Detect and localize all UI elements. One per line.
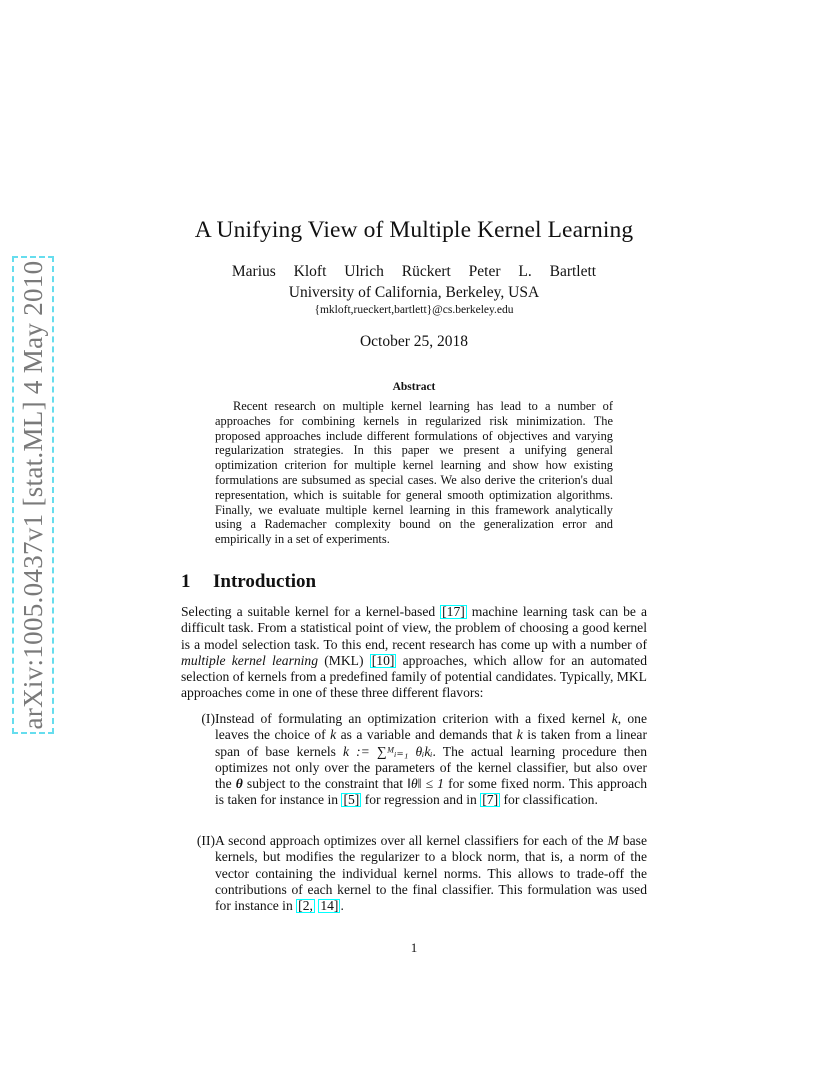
- section-title: Introduction: [213, 571, 317, 592]
- paper-title: A Unifying View of Multiple Kernel Learning: [194, 217, 634, 243]
- citation-link[interactable]: [10]: [371, 652, 395, 668]
- math-formula: k := ∑ᴹᵢ₌₁ θᵢkᵢ: [343, 743, 433, 759]
- page-number: 1: [410, 940, 418, 955]
- citation-link[interactable]: [17]: [442, 604, 465, 619]
- intro-text: machine learning task can be a difficult task. From a statistical point of view, the problem of choosing a good kernel is a model selection task. To this end, recent research has come up with a number of: [181, 604, 647, 652]
- intro-text: Selecting a suitable kernel for a kernel-based: [181, 604, 441, 619]
- section-number: 1: [181, 571, 191, 592]
- item-text: base kernels, but modifies the regularizer to a block norm, that is, a norm of the vector containing the individual kernel norms. This allows to trade-off the contributions of each kernel to the final classifier. This formulation was used for instance in: [215, 833, 647, 914]
- math-symbol: k: [611, 711, 618, 726]
- math-symbol: k: [330, 727, 337, 743]
- paper-date: October 25, 2018: [359, 333, 469, 350]
- section-heading: [181, 571, 316, 593]
- citation-link[interactable]: [5]: [343, 792, 360, 808]
- author-list: Marius Kloft Ulrich Rückert Peter L. Bartlett: [231, 263, 597, 280]
- item-text: .: [340, 898, 344, 914]
- abstract-text: Recent research on multiple kernel learning has lead to a number of approaches for combining kernels in regularized risk minimization. The proposed approaches include different formulations of objectives and varying regularization strategies. In this paper we present a unifying general optimization criterion for multiple kernel learning and show how existing formulations are subsumed as special cases. We also derive the criterion's dual representation, which is suitable for general smooth optimization algorithms. Finally, we evaluate multiple kernel learning in this framework analytically using a Rademacher complexity bound on the generalization error and empirically in a set of experiments.: [215, 399, 613, 547]
- citation-link[interactable]: [2,: [298, 898, 313, 914]
- math-symbol: k: [516, 727, 523, 743]
- list-item: [181, 711, 647, 809]
- abstract-heading: Abstract: [392, 381, 436, 393]
- citation-link[interactable]: 14]: [320, 898, 339, 914]
- item-text: Instead of formulating an optimization criterion with a fixed kernel: [215, 711, 612, 726]
- item-text: A second approach optimizes over all kernel classifiers for each of the: [215, 833, 608, 848]
- intro-text: approaches, which allow for an automated selection of kernels from a predefined family of potential candidates. Typically, MKL approaches come in one of these three different flavors:: [181, 652, 647, 701]
- arxiv-sidebar: [12, 256, 54, 734]
- intro-emphasis: multiple kernel learning: [181, 652, 319, 668]
- item-text: as a variable and demands that: [336, 727, 517, 743]
- item-text: . The actual learning procedure then optimizes not only over the parameters of the kernel classifier, but also over the: [215, 743, 648, 792]
- math-symbol: M: [607, 833, 619, 848]
- item-text: subject to the constraint that: [242, 776, 408, 792]
- affiliation: University of California, Berkeley, USA: [288, 284, 540, 301]
- item-text: , one leaves the choice of: [215, 711, 647, 743]
- citation-link[interactable]: [7]: [482, 792, 499, 808]
- list-item-label: (I): [201, 711, 215, 726]
- item-text: is taken from a linear span of base kernels: [215, 727, 647, 759]
- item-text: for classification.: [500, 792, 598, 808]
- item-text: for regression and in: [361, 792, 481, 808]
- author-email: {mkloft,rueckert,bartlett}@cs.berkeley.edu: [314, 304, 514, 316]
- math-formula: ‖θ‖ ≤ 1: [407, 776, 444, 792]
- item-text: for some fixed norm. This approach is taken for instance in: [215, 776, 647, 808]
- list-item-text: [215, 833, 647, 914]
- math-symbol: θ: [235, 776, 243, 792]
- arxiv-identifier[interactable]: arXiv:1005.0437v1 [stat.ML] 4 May 2010: [17, 260, 48, 730]
- arxiv-stamp-box: [12, 256, 54, 734]
- list-item: [181, 833, 647, 914]
- list-item-text: [215, 711, 647, 809]
- intro-text: (MKL): [318, 652, 370, 668]
- list-item-label: (II): [196, 833, 215, 848]
- intro-paragraph: [181, 604, 647, 702]
